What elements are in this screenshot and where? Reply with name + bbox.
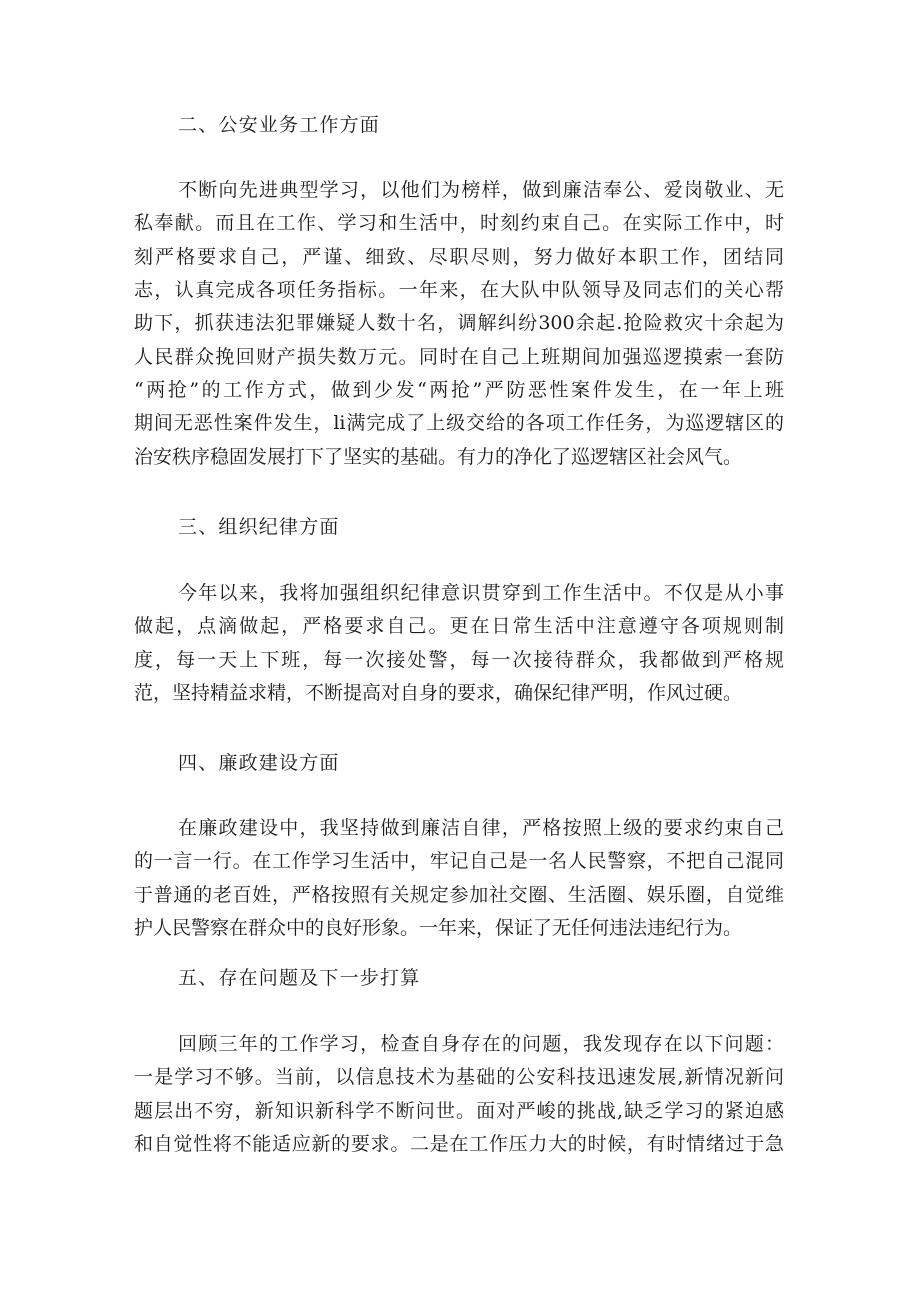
paragraph-line: “两抢”的工作方式，做到少发“两抢”严防恶性案件发生，在一年上班	[134, 379, 784, 401]
paragraph-line: 在廉政建设中，我坚持做到廉洁自律，严格按照上级的要求约束自己	[178, 817, 784, 839]
paragraph-line: 期间无恶性案件发生，li满完成了上级交给的各项工作任务，为巡逻辖区的	[134, 412, 784, 434]
section-heading-2: 二、公安业务工作方面	[178, 114, 381, 136]
paragraph-line: 今年以来，我将加强组织纪律意识贯穿到工作生活中。不仅是从小事	[178, 582, 784, 604]
paragraph-line: 一是学习不够。当前，以信息技术为基础的公安科技迅速发展,新情况新问	[134, 1066, 784, 1088]
paragraph-line: 志，认真完成各项任务指标。一年来，在大队中队领导及同志们的关心帮	[134, 279, 784, 301]
paragraph-line: 做起，点滴做起，严格要求自己。更在日常生活中注意遵守各项规则制	[134, 615, 784, 637]
paragraph-line: 范，坚持精益求精，不断提高对自身的要求，确保纪律严明，作风过硬。	[134, 682, 743, 704]
paragraph-line: 刻严格要求自己，严谨、细致、尽职尽则，努力做好本职工作，团结同	[134, 246, 784, 268]
section-heading-5: 五、存在问题及下一步打算	[178, 967, 421, 989]
paragraph-line: 助下，抓获违法犯罪嫌疑人数十名，调解纠纷300余起.抢险救灾十余起为	[134, 312, 784, 334]
paragraph-line: 度，每一天上下班，每一次接处警，每一次接待群众，我都做到严格规	[134, 649, 784, 671]
paragraph-line: 治安秩序稳固发展打下了坚实的基础。有力的净化了巡逻辖区社会风气。	[134, 446, 743, 468]
paragraph-line: 的一言一行。在工作学习生活中，牢记自己是一名人民警察，不把自己混同	[134, 850, 784, 872]
paragraph-line: 不断向先进典型学习，以他们为榜样，做到廉洁奉公、爱岗敬业、无	[178, 179, 784, 201]
paragraph-line: 于普通的老百姓，严格按照有关规定参加社交圈、生活圈、娱乐圈，自觉维	[134, 884, 784, 906]
section-heading-4: 四、廉政建设方面	[178, 752, 340, 774]
paragraph-line: 护人民警察在群众中的良好形象。一年来，保证了无任何违法违纪行为。	[134, 917, 743, 939]
section-heading-3: 三、组织纪律方面	[178, 516, 340, 538]
paragraph-line: 题层出不穷，新知识新科学不断问世。面对严峻的挑战,缺乏学习的紧迫感	[134, 1100, 784, 1122]
paragraph-line: 私奉献。而且在工作、学习和生活中，时刻约束自己。在实际工作中，时	[134, 212, 784, 234]
paragraph-line: 人民群众挽回财产损失数万元。同时在自己上班期间加强巡逻摸索一套防	[134, 346, 784, 368]
paragraph-line: 和自觉性将不能适应新的要求。二是在工作压力大的时候，有时情绪过于急	[134, 1133, 784, 1155]
paragraph-line: 回顾三年的工作学习，检查自身存在的问题，我发现存在以下问题：	[178, 1033, 784, 1055]
